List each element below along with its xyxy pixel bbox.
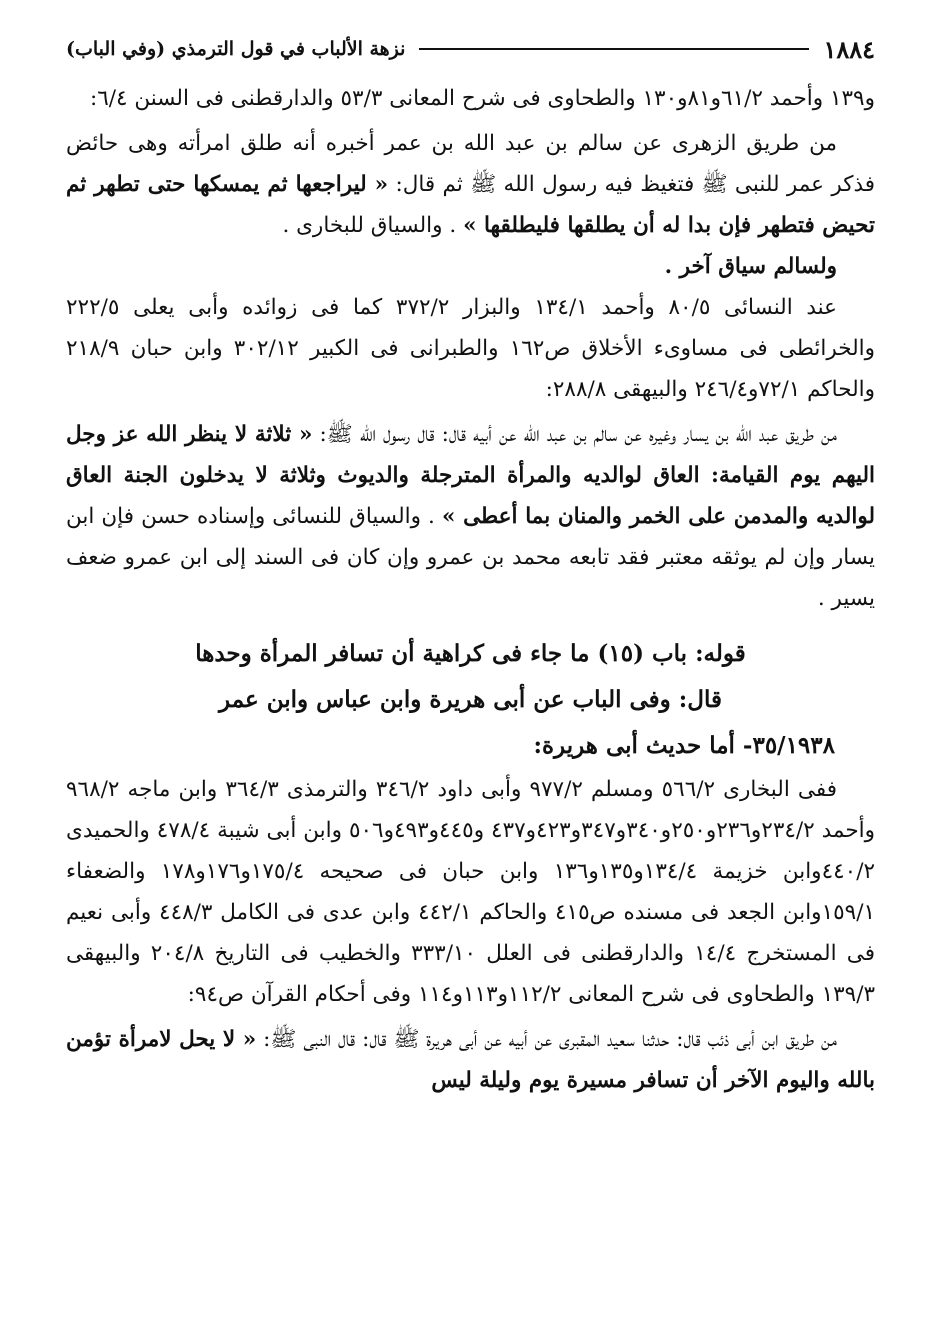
paragraph-5-tail: . والسياق للنسائى وإسناده حسن فإن ابن يسار وإن لم يوثقه معتبر فقد تابعه محمد بن عمرو وإن كان فى السند إلى ابن عمرو ضعف يسير . [66,504,875,611]
paragraph-4: عند النسائى ٨٠/٥ وأحمد ١٣٤/١ والبزار ٣٧٢/٢ كما فى زوائده وأبى يعلى ٢٢٢/٥ والخرائطى فى مساوىء الأخلاق ص١٦٢ والطبرانى فى الكبير ٣٠٢/١٢ وابن حبان ٢١٨/٩ والحاكم ٧٢/١و٢٤٦/٤ والبيهقى ٢٨٨/٨: [66,295,876,402]
paragraph-1: و١٣٩ وأحمد ٦١/٢و٨١و١٣٠ والطحاوى فى شرح المعانى ٥٣/٣ والدارقطنى فى السنن ٦/٤: [89,86,875,111]
hadith-quote-3: « لا يحل لامرأة تؤمن بالله واليوم الآخر أن تسافر مسيرة يوم وليلة ليس [66,1027,875,1093]
hadith-number-heading: ٣٥/١٩٣٨- أما حديث أبى هريرة: [533,732,835,759]
chapter-subheading: قال: وفى الباب عن أبى هريرة وابن عباس وابن عمر [219,686,722,713]
paragraph-7-text: من طريق ابن أبى ذئب قال: حدثنا سعيد المقبرى عن أبيه عن أبى هريرة ﷺ قال: قال النبى ﷺ: [263,1027,837,1052]
hadith-quote-1: « ليراجعها ثم يمسكها حتى تطهر ثم تحيض فتطهر فإن بدا له أن يطلقها فليطلقها » [66,172,875,238]
paragraph-6: ففى البخارى ٥٦٦/٢ ومسلم ٩٧٧/٢ وأبى داود ٣٤٦/٢ والترمذى ٣٦٤/٣ وابن ماجه ٩٦٨/٢ وأحمد ٢٣٤/٢و٢٣٦و٢٥٠و٣٤٠و٣٤٧و٤٢٣و٤٣٧ و٤٤٥و٤٩٣و٥٠٦ وابن أبى شيبة ٤٧٨/٤ والحميدى ٤٤٠/٢وابن خزيمة ١٣٤/٤و١٣٥و١٣٦ وابن حبان فى صحيحه ١٧٥/٤و١٧٦و١٧٨ والضعفاء ١٥٩/١وابن الجعد فى مسنده ص٤١٥ والحاكم ٤٤٢/١ وابن عدى فى الكامل ٤٤٨/٣ وأبى نعيم فى المستخرج ١٤/٤ والدارقطنى فى العلل ٣٣٣/١٠ والخطيب فى التاريخ ٢٠٤/٨ والبيهقى ١٣٩/٣ والطحاوى فى شرح المعانى ١١٢/٢و١١٣و١١٤ وفى أحكام القرآن ص٩٤: [66,777,875,1007]
spacer [66,619,875,631]
hadith-quote-2: « ثلاثة لا ينظر الله عز وجل اليهم يوم القيامة: العاق لوالديه والمرأة المترجلة والديوث وثلاثة لا يدخلون الجنة العاق لوالديه والمدمن على الخمر والمنان بما أعطى » [66,422,875,529]
running-header [66,34,875,64]
book-title: نزهة الألباب في قول الترمذي (وفي الباب) [66,38,406,60]
paragraph-3: ولسالم سياق آخر . [664,254,837,279]
paragraph-2-text: من طريق الزهرى عن سالم بن عبد الله بن عمر أخبره أنه طلق امرأته وهى حائض فذكر عمر للنبى ﷺ فتغيظ فيه رسول الله ﷺ ثم قال: [66,131,876,197]
paragraph-2 [66,123,875,246]
paragraph-2-tail: . والسياق للبخارى . [282,213,457,238]
page-number: ١٨٨٤ [823,34,875,64]
paragraph-5 [66,414,875,619]
header-rule [419,48,809,50]
chapter-heading: قوله: باب (١٥) ما جاء فى كراهية أن تسافر المرأة وحدها [195,640,746,667]
paragraph-5-text: من طريق عبد الله بن يسار وغيره عن سالم بن عبد الله عن أبيه قال: قال رسول الله ﷺ: [319,422,837,447]
paragraph-7 [66,1019,875,1101]
